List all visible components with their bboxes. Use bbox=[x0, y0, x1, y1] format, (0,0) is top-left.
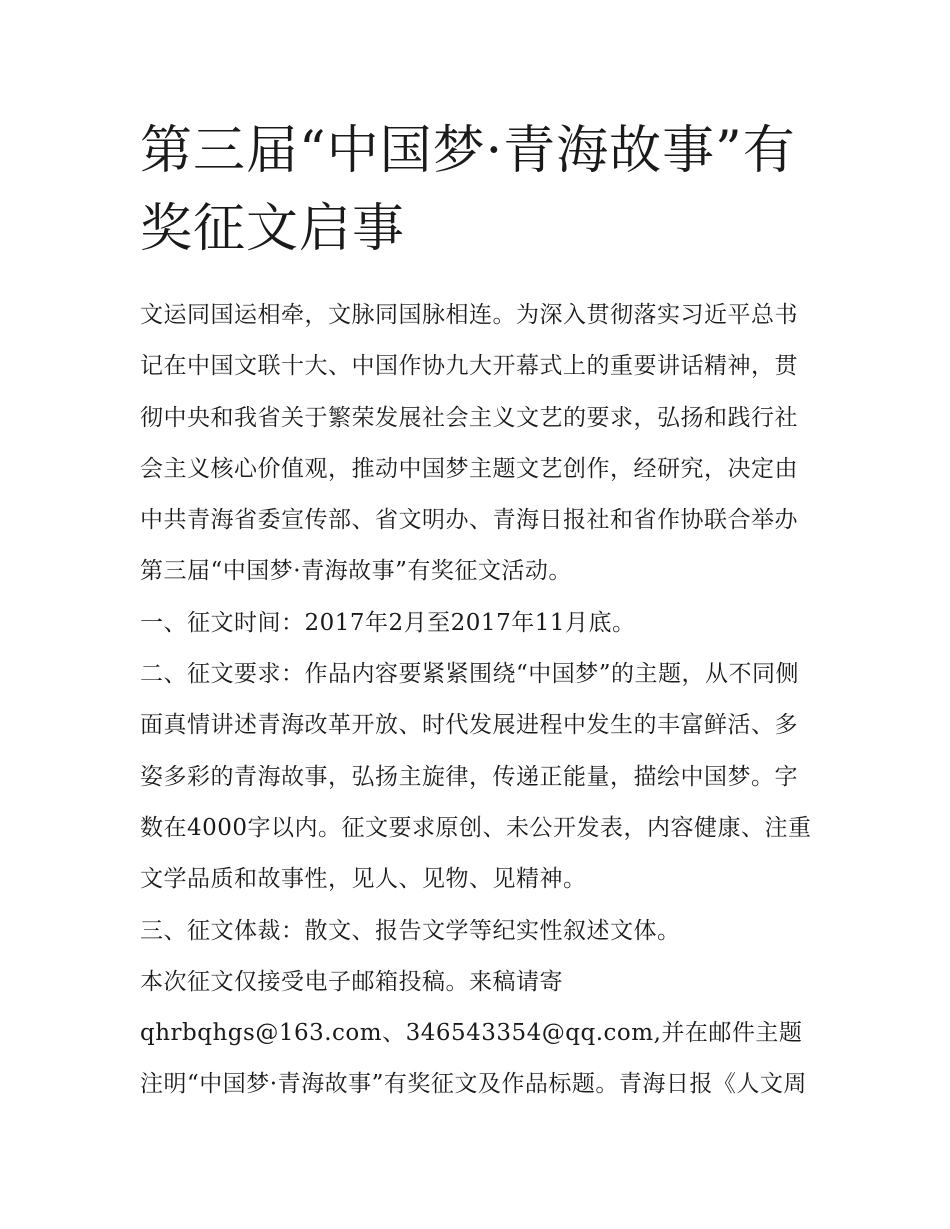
email-address-1: qhrbqhgs@163.com bbox=[140, 1020, 383, 1047]
document-page bbox=[140, 112, 820, 1111]
intro-paragraph: 文运同国运相牵，文脉同国脉相连。为深入贯彻落实习近平总书记在中国文联十大、中国作协九大开幕式上的重要讲话精神，贯彻中央和我省关于繁荣发展社会主义文艺的要求，弘扬和践行社会主义核心价值观，推动中国梦主题文艺创作，经研究，决定由中共青海省委宣传部、省文明办、青海日报社和省作协联合举办第三届“中国梦·青海故事”有奖征文活动。 bbox=[140, 302, 798, 585]
time-paragraph: 一、征文时间：2017年2月至2017年11月底。 bbox=[140, 609, 636, 636]
email-address-2: 346543354@qq.com bbox=[405, 1020, 654, 1047]
document-title: 第三届“中国梦·青海故事”有奖征文启事 bbox=[140, 121, 796, 259]
requirements-paragraph: 二、征文要求：作品内容要紧紧围绕“中国梦”的主题，从不同侧面真情讲述青海改革开放、时代发展进程中发生的丰富鲜活、多姿多彩的青海故事，弘扬主旋律，传递正能量，描绘中国梦。字数在4000字以内。征文要求原创、未公开发表，内容健康、注重文学品质和故事性，见人、见物、见精神。 bbox=[140, 661, 812, 893]
email-separator: 、 bbox=[382, 1020, 406, 1047]
submission-intro-text: 本次征文仅接受电子邮箱投稿。来稿请寄 bbox=[140, 968, 563, 995]
genre-paragraph: 三、征文体裁：散文、报告文学等纪实性叙述文体。 bbox=[140, 917, 681, 944]
submission-instructions-text: ,并在邮件主题注明“中国梦·青海故事”有奖征文及作品标题。青海日报《人文周 bbox=[140, 1020, 807, 1098]
submission-paragraph bbox=[140, 957, 820, 1111]
